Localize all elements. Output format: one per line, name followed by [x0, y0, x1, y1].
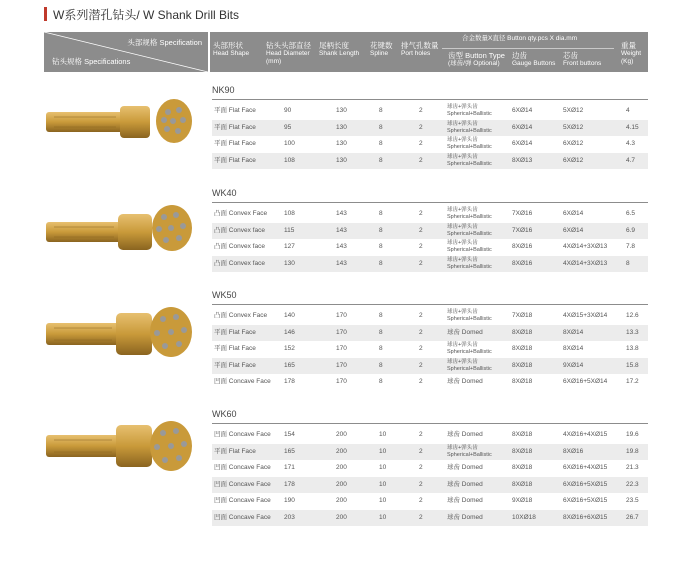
spline-cell: 10 — [379, 447, 387, 455]
table-row — [212, 206, 648, 222]
shank-cell: 130 — [336, 140, 347, 147]
front-cell: 6XØ14 — [563, 210, 584, 217]
weight-cell: 4.3 — [626, 140, 636, 147]
table-row — [212, 477, 648, 493]
button-type-cell — [447, 224, 492, 238]
button-type-cn: 球齿+弹头齿 — [447, 104, 478, 110]
header-bit-spec-label: 钻头规格 Specifications — [52, 57, 131, 66]
front-cell: 6XØ14 — [563, 226, 584, 234]
shape-cell: 凸面 Convex Face — [214, 210, 268, 217]
shank-cell: 200 — [336, 464, 347, 471]
page-title — [44, 6, 239, 22]
dia-cell: 127 — [284, 243, 295, 250]
dia-cell: 152 — [284, 345, 295, 352]
front-cell: 6XØ12 — [563, 156, 584, 164]
button-type-cell — [447, 207, 492, 221]
spline-cell: 10 — [379, 464, 387, 471]
button-type-en: Spherical+Ballistic — [447, 451, 492, 458]
button-type-cn: 球齿+弹头齿 — [447, 342, 478, 348]
button-type-cn: 球齿+弹头齿 — [447, 256, 478, 263]
shape-cell: 凹面 Concave Face — [214, 378, 271, 385]
button-type-en: Spherical+Ballistic — [447, 230, 492, 237]
front-cell: 4XØ15+3XØ14 — [563, 312, 608, 319]
button-type-cell — [447, 240, 492, 254]
shank-cell: 170 — [336, 361, 347, 369]
spline-cell: 8 — [379, 226, 383, 234]
button-type-cn: 球齿+弹头齿 — [447, 223, 478, 230]
spline-cell: 10 — [379, 497, 387, 504]
button-type-cn: 球齿+弹头齿 — [447, 153, 478, 160]
wk60-bit-side-image — [44, 424, 154, 473]
group-title: WK50 — [212, 290, 237, 300]
shape-cell: 凹面 Concave Face — [214, 513, 271, 521]
group-divider — [212, 423, 648, 424]
group-divider — [212, 304, 648, 305]
dia-cell: 165 — [284, 361, 295, 369]
gauge-cell: 7XØ18 — [512, 312, 533, 319]
button-type-cell — [447, 154, 492, 168]
port-cell: 2 — [419, 226, 423, 234]
gauge-cell: 8XØ18 — [512, 431, 533, 438]
table-row — [212, 510, 648, 526]
front-cell: 6XØ12 — [563, 140, 584, 147]
front-cell: 5XØ12 — [563, 123, 584, 131]
table-row — [212, 460, 648, 476]
weight-cell: 6.9 — [626, 226, 636, 234]
button-type-en: Spherical+Ballistic — [447, 349, 492, 355]
header-sub-divider — [442, 48, 614, 49]
port-cell: 2 — [419, 431, 423, 438]
shank-cell: 200 — [336, 513, 347, 521]
shape-cell: 平面 Flat Face — [214, 447, 256, 455]
weight-cell: 6.5 — [626, 210, 636, 217]
port-cell: 2 — [419, 513, 423, 521]
port-cell: 2 — [419, 123, 423, 131]
button-type-cn: 球齿+弹头齿 — [447, 207, 478, 213]
wk60-bit-face-image — [148, 420, 194, 477]
button-type-cell: 球齿 Domed — [447, 464, 483, 471]
page-title-text: W系列潜孔钻头/ W Shank Drill Bits — [53, 7, 240, 22]
shank-cell: 200 — [336, 447, 347, 455]
port-cell: 2 — [419, 107, 423, 114]
shape-cell: 平面 Flat Face — [214, 107, 256, 114]
weight-cell: 8 — [626, 259, 630, 267]
nk90-bit-face-image — [154, 98, 194, 149]
gauge-cell: 7XØ16 — [512, 210, 533, 217]
port-cell: 2 — [419, 259, 423, 267]
port-cell: 2 — [419, 210, 423, 217]
spline-cell: 8 — [379, 107, 383, 114]
wk50-bit-side-image — [44, 312, 154, 361]
button-type-cell — [447, 104, 492, 118]
front-cell: 8XØ14 — [563, 328, 584, 336]
spline-cell: 8 — [379, 210, 383, 217]
button-type-en: Spherical+Ballistic — [447, 160, 492, 167]
spline-cell: 8 — [379, 243, 383, 250]
header-port-holes: 排气孔数量 Port holes — [401, 41, 439, 57]
front-cell: 6XØ16+5XØ14 — [563, 378, 608, 385]
front-cell: 8XØ16+6XØ15 — [563, 513, 608, 521]
shank-cell: 200 — [336, 431, 347, 438]
shape-cell: 平面 Flat Face — [214, 361, 256, 369]
front-cell: 5XØ12 — [563, 107, 584, 114]
port-cell: 2 — [419, 140, 423, 147]
gauge-cell: 8XØ18 — [512, 447, 533, 455]
button-type-en: Spherical+Ballistic — [447, 263, 492, 270]
wk40-bit-face-image — [150, 204, 194, 257]
header-button-qty: 合金数量X直径 Button qty.pcs X dia.mm — [462, 35, 578, 42]
port-cell: 2 — [419, 243, 423, 250]
spline-cell: 8 — [379, 312, 383, 319]
header-gauge-buttons: 边齿 Gauge Buttons — [512, 51, 556, 67]
table-row — [212, 103, 648, 119]
dia-cell: 165 — [284, 447, 295, 455]
spline-cell: 8 — [379, 328, 383, 336]
gauge-cell: 9XØ18 — [512, 497, 533, 504]
port-cell: 2 — [419, 447, 423, 455]
gauge-cell: 8XØ16 — [512, 259, 533, 267]
dia-cell: 140 — [284, 312, 295, 319]
shape-cell: 平面 Flat Face — [214, 345, 256, 352]
table-row — [212, 358, 648, 374]
weight-cell: 4.7 — [626, 156, 636, 164]
front-cell: 8XØ16 — [563, 447, 584, 455]
port-cell: 2 — [419, 312, 423, 319]
button-type-en: Spherical+Ballistic — [447, 127, 492, 134]
spline-cell: 8 — [379, 378, 383, 385]
port-cell: 2 — [419, 378, 423, 385]
button-type-cn: 球齿+弹头齿 — [447, 444, 478, 451]
front-cell: 4XØ16+4XØ15 — [563, 431, 608, 438]
shape-cell: 平面 Flat Face — [214, 123, 256, 131]
spline-cell: 8 — [379, 156, 383, 164]
dia-cell: 178 — [284, 480, 295, 488]
front-cell: 4XØ14+3XØ13 — [563, 243, 608, 250]
header-weight: 重量 Weight (Kg) — [621, 41, 642, 65]
dia-cell: 203 — [284, 513, 295, 521]
button-type-cell — [447, 342, 492, 356]
spline-cell: 8 — [379, 361, 383, 369]
shape-cell: 平面 Flat Face — [214, 328, 256, 336]
header-front-buttons: 芯齿 Front buttons — [563, 51, 602, 67]
gauge-cell: 8XØ18 — [512, 345, 533, 352]
header-shank-length: 尾柄长度 Shank Length — [319, 41, 360, 57]
table-row — [212, 223, 648, 239]
front-cell: 8XØ14 — [563, 345, 584, 352]
button-type-cell — [447, 309, 492, 323]
shank-cell: 200 — [336, 480, 347, 488]
shape-cell: 凹面 Concave Face — [214, 431, 271, 438]
weight-cell: 26.7 — [626, 513, 639, 521]
shape-cell: 凹面 Concave Face — [214, 480, 271, 488]
table-row — [212, 341, 648, 357]
dia-cell: 90 — [284, 107, 292, 114]
shank-cell: 170 — [336, 378, 347, 385]
shank-cell: 170 — [336, 328, 347, 336]
button-type-cn: 球齿+弹头齿 — [447, 358, 478, 365]
dia-cell: 100 — [284, 140, 295, 147]
button-type-cell — [447, 137, 492, 151]
button-type-cn: 球齿+弹头齿 — [447, 137, 478, 143]
dia-cell: 108 — [284, 156, 295, 164]
button-type-en: Spherical+Ballistic — [447, 247, 492, 253]
weight-cell: 19.6 — [626, 431, 639, 438]
weight-cell: 15.8 — [626, 361, 639, 369]
weight-cell: 22.3 — [626, 480, 639, 488]
header-head-shape: 头部形状 Head Shape — [213, 41, 250, 57]
button-type-en: Spherical+Ballistic — [447, 144, 492, 150]
button-type-en: Spherical+Ballistic — [447, 111, 492, 117]
port-cell: 2 — [419, 464, 423, 471]
weight-cell: 19.8 — [626, 447, 639, 455]
group-title: NK90 — [212, 85, 235, 95]
button-type-cn: 球齿+弹头齿 — [447, 240, 478, 246]
port-cell: 2 — [419, 480, 423, 488]
button-type-cn: 球齿+弹头齿 — [447, 309, 478, 315]
button-type-cell: 球齿 Domed — [447, 497, 483, 504]
shank-cell: 143 — [336, 259, 347, 267]
button-type-cell — [447, 359, 492, 373]
shape-cell: 凸面 Convex face — [214, 243, 265, 250]
header-head-diameter: 钻头头部直径 Head Diameter (mm) — [266, 41, 311, 65]
shape-cell: 凸面 Convex face — [214, 226, 265, 234]
table-row — [212, 153, 648, 169]
weight-cell: 4.15 — [626, 123, 639, 131]
table-row — [212, 427, 648, 443]
header-button-type: 齿型 Button Type (球齿/弹 Optional) — [448, 51, 505, 67]
spline-cell: 8 — [379, 259, 383, 267]
button-type-cell: 球齿 Domed — [447, 480, 483, 488]
spline-cell: 10 — [379, 431, 387, 438]
dia-cell: 154 — [284, 431, 295, 438]
button-type-cn: 球齿+弹头齿 — [447, 120, 478, 127]
group-title: WK40 — [212, 188, 237, 198]
weight-cell: 4 — [626, 107, 630, 114]
shank-cell: 143 — [336, 210, 347, 217]
port-cell: 2 — [419, 156, 423, 164]
gauge-cell: 8XØ16 — [512, 243, 533, 250]
header-diagonal-cell — [44, 32, 208, 72]
shape-cell: 平面 Flat Face — [214, 156, 256, 164]
dia-cell: 178 — [284, 378, 295, 385]
button-type-cell — [447, 445, 492, 459]
table-row — [212, 308, 648, 324]
port-cell: 2 — [419, 345, 423, 352]
button-type-cell — [447, 121, 492, 135]
front-cell: 6XØ16+4XØ15 — [563, 464, 608, 471]
button-type-cell: 球齿 Domed — [447, 431, 483, 438]
dia-cell: 95 — [284, 123, 292, 131]
gauge-cell: 6XØ14 — [512, 107, 533, 114]
weight-cell: 7.8 — [626, 243, 636, 250]
table-row — [212, 325, 648, 341]
gauge-cell: 6XØ14 — [512, 123, 533, 131]
shank-cell: 200 — [336, 497, 347, 504]
spline-cell: 8 — [379, 123, 383, 131]
gauge-cell: 8XØ18 — [512, 378, 533, 385]
gauge-cell: 8XØ13 — [512, 156, 533, 164]
shank-cell: 143 — [336, 243, 347, 250]
dia-cell: 115 — [284, 226, 295, 234]
weight-cell: 13.3 — [626, 328, 639, 336]
table-row — [212, 444, 648, 460]
dia-cell: 146 — [284, 328, 295, 336]
title-accent-bar — [44, 7, 47, 21]
button-type-cell: 球齿 Domed — [447, 328, 483, 336]
gauge-cell: 8XØ18 — [512, 464, 533, 471]
gauge-cell: 7XØ16 — [512, 226, 533, 234]
weight-cell: 17.2 — [626, 378, 639, 385]
spline-cell: 8 — [379, 140, 383, 147]
table-row — [212, 256, 648, 272]
header-spline: 花键数 Spline — [370, 41, 393, 57]
weight-cell: 13.8 — [626, 345, 639, 352]
button-type-cell — [447, 257, 492, 271]
group-divider — [212, 99, 648, 100]
weight-cell: 23.5 — [626, 497, 639, 504]
gauge-cell: 8XØ18 — [512, 328, 533, 336]
table-row — [212, 136, 648, 152]
port-cell: 2 — [419, 328, 423, 336]
shank-cell: 170 — [336, 345, 347, 352]
group-title: WK60 — [212, 409, 237, 419]
button-type-cell: 球齿 Domed — [447, 378, 483, 385]
table-row — [212, 374, 648, 390]
wk50-bit-face-image — [148, 306, 194, 363]
button-type-en: Spherical+Ballistic — [447, 365, 492, 372]
shape-cell: 凹面 Concave Face — [214, 497, 271, 504]
table-row — [212, 239, 648, 255]
button-type-cell: 球齿 Domed — [447, 513, 483, 521]
shank-cell: 130 — [336, 123, 347, 131]
weight-cell: 12.6 — [626, 312, 639, 319]
front-cell: 6XØ16+5XØ15 — [563, 480, 608, 488]
gauge-cell: 10XØ18 — [512, 513, 536, 521]
port-cell: 2 — [419, 497, 423, 504]
front-cell: 6XØ16+5XØ15 — [563, 497, 608, 504]
gauge-cell: 8XØ18 — [512, 361, 533, 369]
spline-cell: 8 — [379, 345, 383, 352]
button-type-en: Spherical+Ballistic — [447, 316, 492, 322]
nk90-bit-side-image — [44, 104, 154, 145]
shape-cell: 凸面 Convex face — [214, 259, 265, 267]
shape-cell: 凹面 Concave Face — [214, 464, 271, 471]
shank-cell: 143 — [336, 226, 347, 234]
dia-cell: 171 — [284, 464, 295, 471]
wk40-bit-side-image — [44, 212, 154, 257]
front-cell: 4XØ14+3XØ13 — [563, 259, 608, 267]
spline-cell: 10 — [379, 480, 387, 488]
dia-cell: 130 — [284, 259, 295, 267]
port-cell: 2 — [419, 361, 423, 369]
spline-cell: 10 — [379, 513, 387, 521]
dia-cell: 190 — [284, 497, 295, 504]
group-divider — [212, 202, 648, 203]
table-row — [212, 493, 648, 509]
gauge-cell: 8XØ18 — [512, 480, 533, 488]
table-row — [212, 120, 648, 136]
shank-cell: 170 — [336, 312, 347, 319]
dia-cell: 108 — [284, 210, 295, 217]
gauge-cell: 6XØ14 — [512, 140, 533, 147]
header-spec-label: 头部规格 Specification — [127, 38, 202, 47]
shank-cell: 130 — [336, 156, 347, 164]
shape-cell: 凸面 Convex Face — [214, 312, 268, 319]
button-type-en: Spherical+Ballistic — [447, 214, 492, 220]
weight-cell: 21.3 — [626, 464, 639, 471]
shape-cell: 平面 Flat Face — [214, 140, 256, 147]
front-cell: 9XØ14 — [563, 361, 584, 369]
shank-cell: 130 — [336, 107, 347, 114]
